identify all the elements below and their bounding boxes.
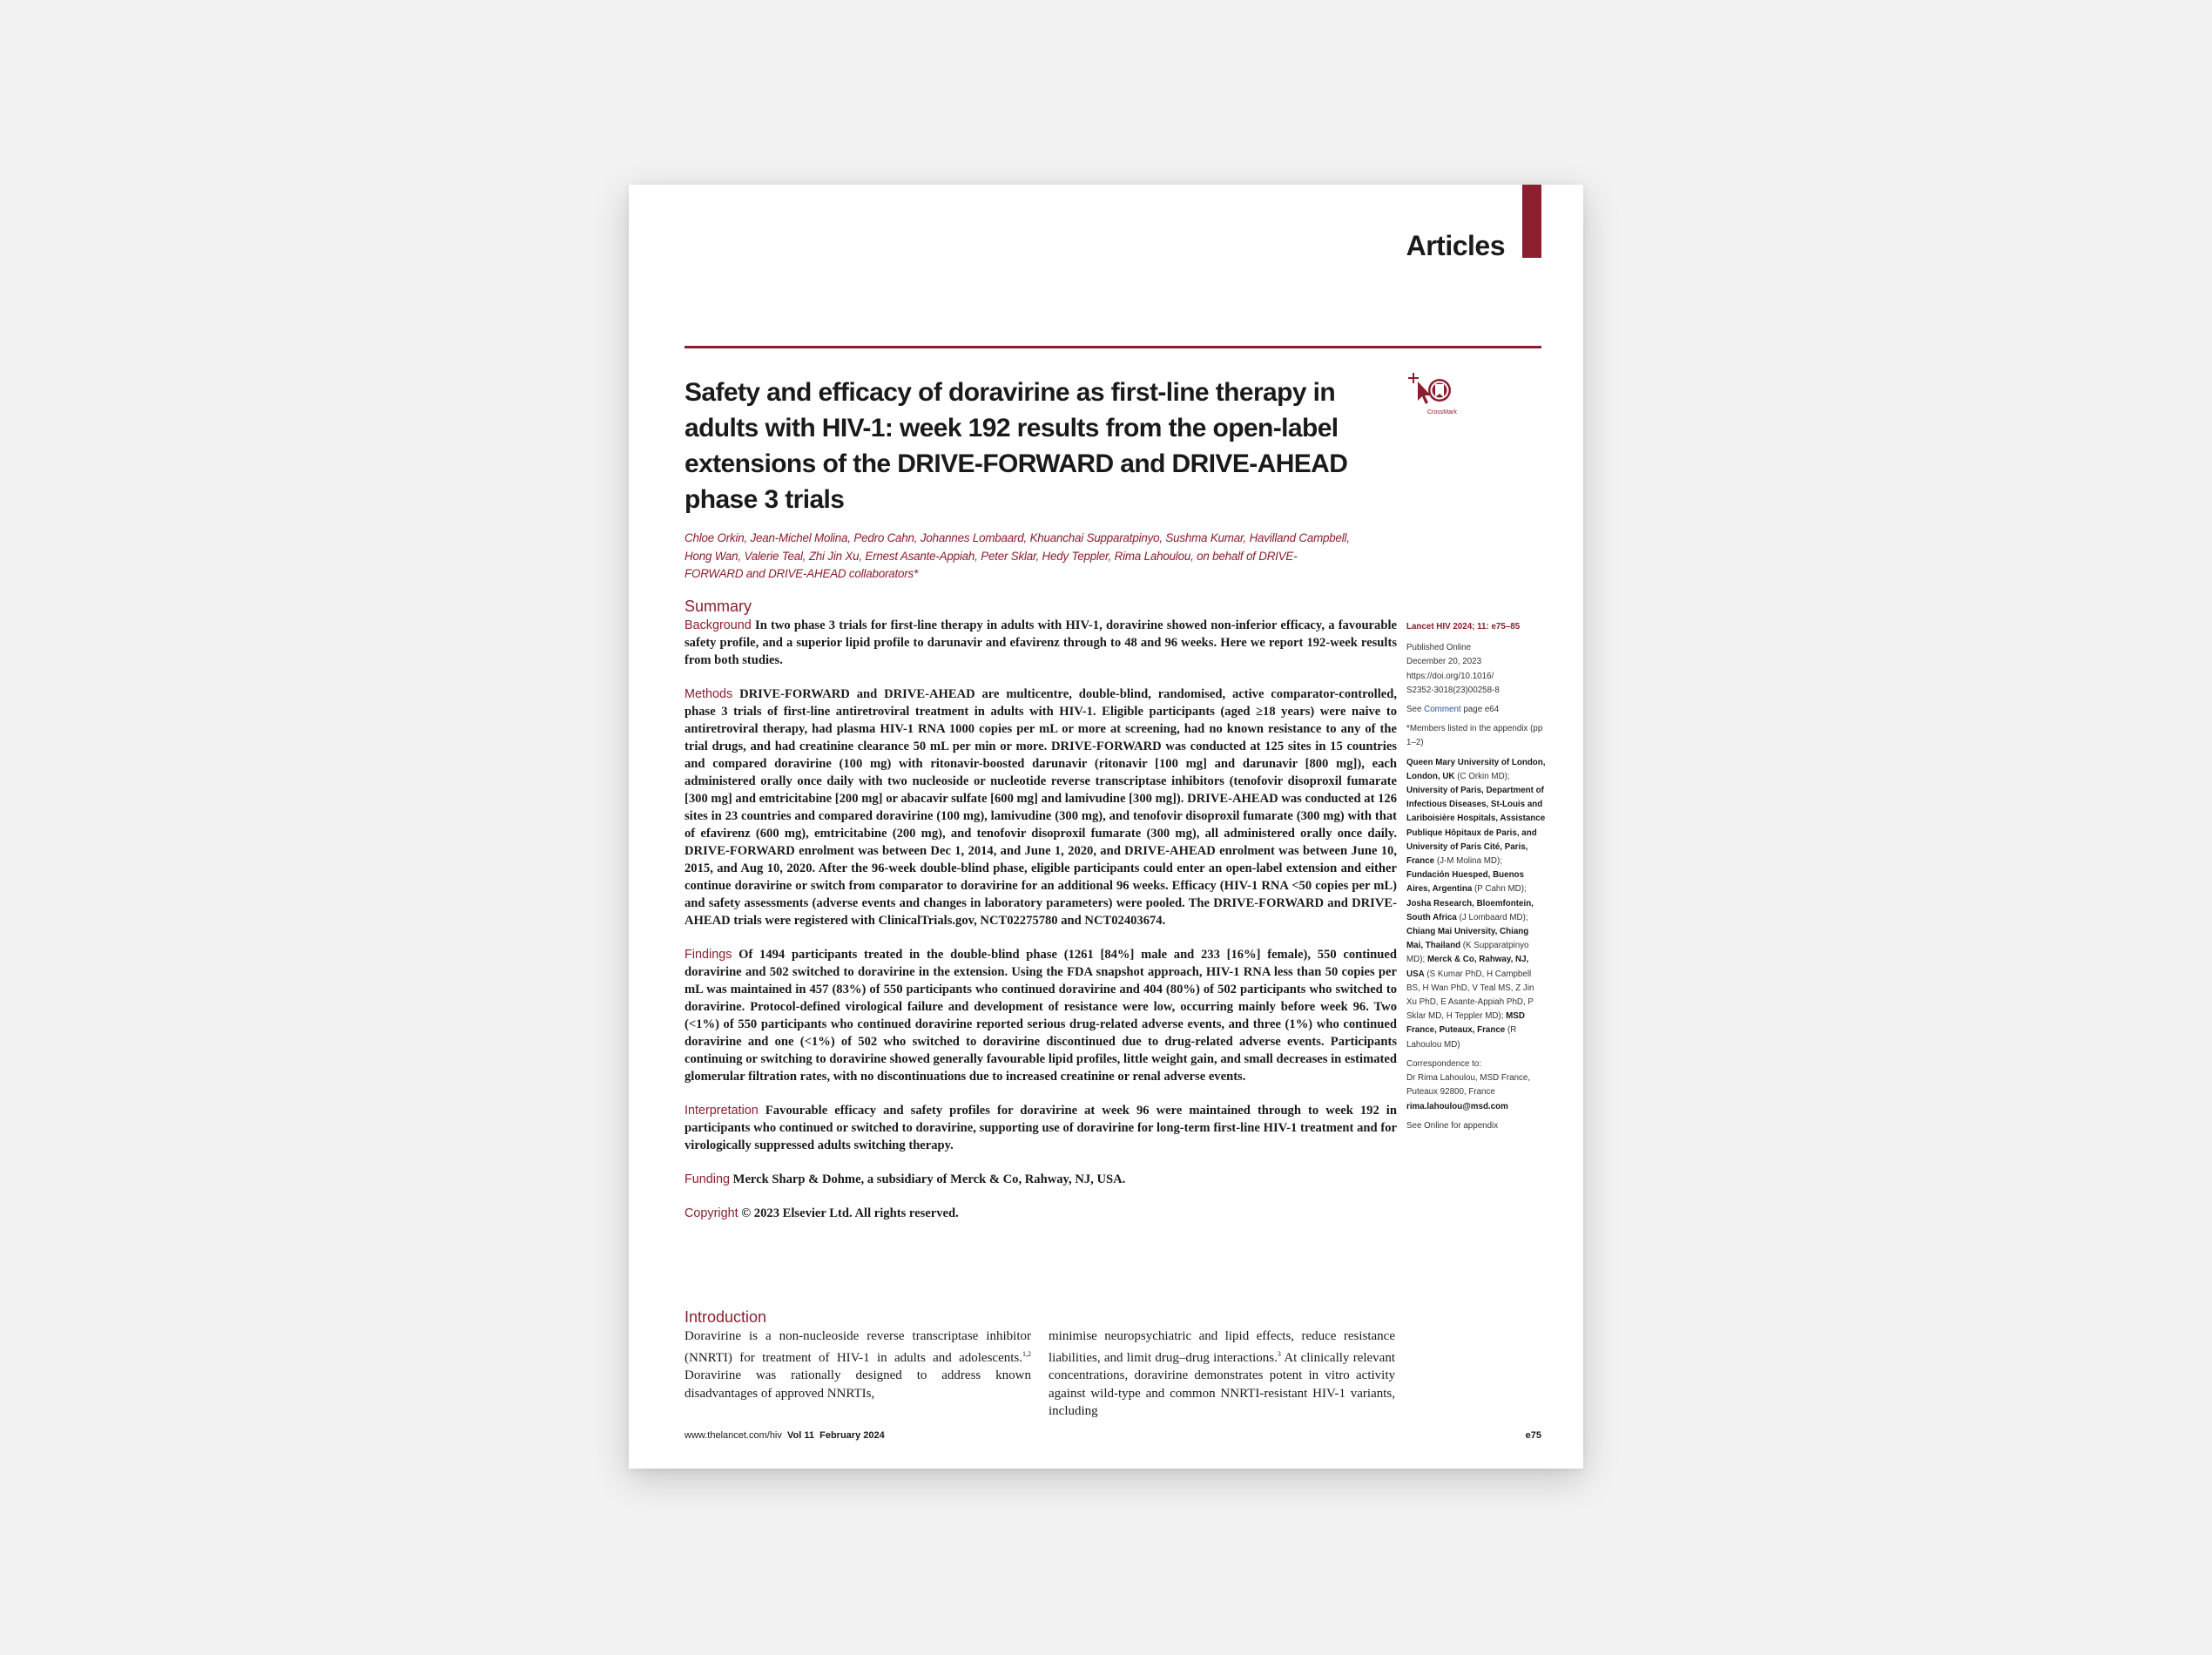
crossmark-icon xyxy=(1406,371,1452,423)
affiliation-authors: (J Lombaard MD); xyxy=(1456,912,1528,922)
affiliation-name: Josha Research, Bloemfontein, South Africa xyxy=(1406,898,1534,922)
page-ref: page e64 xyxy=(1460,705,1500,715)
affiliation-authors: (J-M Molina MD); xyxy=(1434,856,1502,867)
interpretation-text: Favourable efficacy and safety profiles for doravirine at week 96 were maintained through to week 192 in participants who continued or switched to doravirine, supporting use of doravirine for long-term first-line HIV-1 treatment and for virologically suppressed adults switching therapy. xyxy=(685,1104,1397,1152)
copyright-label: Copyright xyxy=(685,1206,738,1220)
affiliations xyxy=(1406,756,1546,1052)
affiliation-authors: (K Supparatpinyo MD); xyxy=(1406,941,1529,965)
summary-methods xyxy=(685,686,1397,929)
journal-citation: Lancet HIV 2024; 11: e75–85 xyxy=(1406,622,1521,632)
appendix-note[interactable]: See Online for appendix xyxy=(1406,1120,1499,1131)
publication-info xyxy=(1406,641,1546,698)
correspondence-email[interactable]: rima.lahoulou@msd.com xyxy=(1406,1101,1508,1111)
summary-section xyxy=(685,598,1397,1239)
summary-heading: Summary xyxy=(685,598,752,615)
introduction-heading: Introduction xyxy=(685,1308,767,1326)
background-text: In two phase 3 trials for first-line therapy in adults with HIV-1, doravirine showed non-inferior efficacy, a favourable safety profile, and a superior lipid profile to darunavir and efavirenz through to 48 and 96 weeks. Here we report 192-week results from both studies. xyxy=(685,618,1397,667)
affiliation-name: University of Paris, Department of Infectious Diseases, St-Louis and Lariboisière Hospitals, Assistance Publique Hôpitaux de Paris, and University of Paris Cité, Paris, France xyxy=(1406,786,1546,867)
page-number: e75 xyxy=(1525,1430,1541,1441)
intro-text: Doravirine was rationally designed to address known disadvantages of approved NNRTIs, xyxy=(685,1368,1031,1401)
comment-link[interactable]: Comment xyxy=(1424,705,1461,715)
reference-superscript[interactable]: 1,2 xyxy=(1022,1349,1031,1358)
doi-link[interactable]: https://doi.org/10.1016/ xyxy=(1406,671,1494,681)
interpretation-label: Interpretation xyxy=(685,1104,759,1118)
summary-findings xyxy=(685,946,1397,1085)
affiliation-name: Merck & Co, Rahway, NJ, USA xyxy=(1406,955,1529,979)
background-label: Background xyxy=(685,618,752,632)
comment-reference xyxy=(1406,703,1546,717)
affiliation-name: Chiang Mai University, Chiang Mai, Thailand xyxy=(1406,927,1529,951)
methods-label: Methods xyxy=(685,687,733,701)
crossmark-label: CrossMark xyxy=(1427,409,1457,415)
article-sidebar xyxy=(1406,620,1546,1138)
introduction-column-2 xyxy=(1049,1327,1395,1421)
methods-text: DRIVE-FORWARD and DRIVE-AHEAD are multicentre, double-blind, randomised, active comparator-controlled, phase 3 trials of first-line antiretroviral treatment in adults with HIV-1. Eligible participants (aged ≥18 years) were naive to antiretroviral therapy, had plasma HIV-1 RNA 1000 copies per mL or more at screening, had no known resistance to any of the trial drugs, and had creatinine clearance 50 mL per min or more. DRIVE-FORWARD was conducted at 125 sites in 15 countries and compared doravirine (100 mg) with ritonavir-boosted darunavir (ritonavir [100 mg] and darunavir [800 mg]), each administered orally once daily with two nucleoside or nucleotide reverse transcriptase inhibitors (tenofovir disoproxil fumarate [300 mg] and emtricitabine [200 mg] or abacavir sulfate [600 mg] and lamivudine [300 mg]). DRIVE-AHEAD was conducted at 126 sites in 23 countries and compared doravirine (100 mg), lamivudine (300 mg), and tenofovir disoproxil fumarate (300 mg) with that of efavirenz (600 mg), emtricitabine (200 mg), and tenofovir disoproxil fumarate (300 mg), all administered orally once daily. DRIVE-FORWARD enrolment was between Dec 1, 2014, and June 1, 2020, and DRIVE-AHEAD enrolment was between June 10, 2015, and Aug 10, 2020. After the 96-week double-blind phase, eligible participants could enter an open-label extension and either continue doravirine or switch from comparator to doravirine for an additional 96 weeks. Efficacy (HIV-1 RNA <50 copies per mL) and safety assessments (adverse events and changes in laboratory parameters) were pooled. The DRIVE-FORWARD and DRIVE-AHEAD trials were registered with ClinicalTrials.gov, NCT02275780 and NCT02403674. xyxy=(685,687,1397,928)
doi-link-suffix[interactable]: S2352-3018(23)00258-8 xyxy=(1406,685,1500,695)
intro-text: Doravirine is a non-nucleoside reverse transcriptase inhibitor (NNRTI) for treatment of HIV-1 in adults and adolescents. xyxy=(685,1329,1031,1365)
correspondence xyxy=(1406,1057,1546,1114)
see-text: See xyxy=(1406,705,1425,715)
summary-interpretation xyxy=(685,1102,1397,1154)
article-page xyxy=(629,185,1583,1469)
published-label: Published Online xyxy=(1406,643,1472,653)
affiliation-name: MSD France, Puteaux, France xyxy=(1406,1011,1525,1036)
correspondence-label: Correspondence to: xyxy=(1406,1058,1482,1069)
journal-url[interactable]: www.thelancet.com/hiv xyxy=(685,1430,782,1441)
summary-copyright xyxy=(685,1205,1397,1222)
affiliation-authors: (R Lahoulou MD) xyxy=(1406,1025,1517,1050)
introduction-column-1 xyxy=(685,1327,1031,1402)
affiliation-authors: (S Kumar PhD, H Campbell BS, H Wan PhD, V Teal MS, Z Jin Xu PhD, E Asante-Appiah PhD, P Sklar MD, H Teppler MD); xyxy=(1406,969,1534,1022)
author-list: Chloe Orkin, Jean-Michel Molina, Pedro Cahn, Johannes Lombaard, Khuanchai Supparatpinyo, Sushma Kumar, Havilland Campbell, Hong Wan, Valerie Teal, Zhi Jin Xu, Ernest Asante-Appiah, Peter Sklar, Hedy Teppler, Rima Lahoulou, on behalf of DRIVE-FORWARD and DRIVE-AHEAD collaborators* xyxy=(685,531,1350,580)
section-color-bar xyxy=(1522,185,1541,258)
section-label: Articles xyxy=(1406,230,1505,261)
page-footer xyxy=(685,1430,885,1441)
findings-text: Of 1494 participants treated in the double-blind phase (1261 [84%] male and 233 [16%] female), 550 continued doravirine and 502 switched to doravirine in the extension. Using the FDA snapshot approach, HIV-1 RNA less than 50 copies per mL was maintained in 457 (83%) of 550 participants who continued doravirine and 404 (80%) of 502 participants who switched to doravirine. Protocol-defined virological failure and development of resistance were low, occurring mainly before week 96. Two (<1%) of 550 participants who continued doravirine reported serious drug-related adverse events, and three (1%) who continued doravirine and one (<1%) of 502 who switched to doravirine discontinued due to drug-related adverse events. Participants continuing or switching to doravirine showed generally favourable lipid profiles, little weight gain, and small decreases in estimated glomerular filtration rates, with no discontinuations due to increased creatinine or renal adverse events. xyxy=(685,948,1397,1084)
findings-label: Findings xyxy=(685,948,732,962)
published-date: December 20, 2023 xyxy=(1406,657,1482,667)
intro-text: minimise neuropsychiatric and lipid effects, reduce resistance liabilities, and limit drug–drug interactions. xyxy=(1049,1329,1395,1365)
intro-text: At clinically relevant concentrations, doravirine demonstrates potent in vitro activity against wild-type and common NNRTI-resistant HIV-1 variants, including xyxy=(1049,1350,1395,1419)
summary-funding xyxy=(685,1171,1397,1188)
crossmark-badge[interactable] xyxy=(1406,371,1457,423)
issue-date: February 2024 xyxy=(819,1430,885,1441)
volume: Vol 11 xyxy=(787,1430,814,1441)
reference-superscript[interactable]: 3 xyxy=(1277,1349,1281,1358)
article-title: Safety and efficacy of doravirine as first-line therapy in adults with HIV-1: week 192 results from the open-label extensions of the DRIVE-FORWARD and DRIVE-AHEAD phase 3 trials xyxy=(685,378,1348,514)
summary-background xyxy=(685,617,1397,669)
affiliation-authors: (P Cahn MD); xyxy=(1472,884,1527,895)
funding-text: Merck Sharp & Dohme, a subsidiary of Merck & Co, Rahway, NJ, USA. xyxy=(732,1172,1126,1186)
affiliation-name: Fundación Huesped, Buenos Aires, Argentina xyxy=(1406,870,1524,895)
header-rule xyxy=(685,346,1541,348)
funding-label: Funding xyxy=(685,1172,731,1186)
affiliation-authors: (C Orkin MD); xyxy=(1454,771,1510,781)
correspondence-address: Dr Rima Lahoulou, MSD France, Puteaux 92800, France xyxy=(1406,1073,1531,1098)
members-note: *Members listed in the appendix (pp 1–2) xyxy=(1406,724,1543,748)
copyright-text: © 2023 Elsevier Ltd. All rights reserved. xyxy=(741,1206,959,1220)
affiliation-name: Queen Mary University of London, London, UK xyxy=(1406,757,1546,781)
